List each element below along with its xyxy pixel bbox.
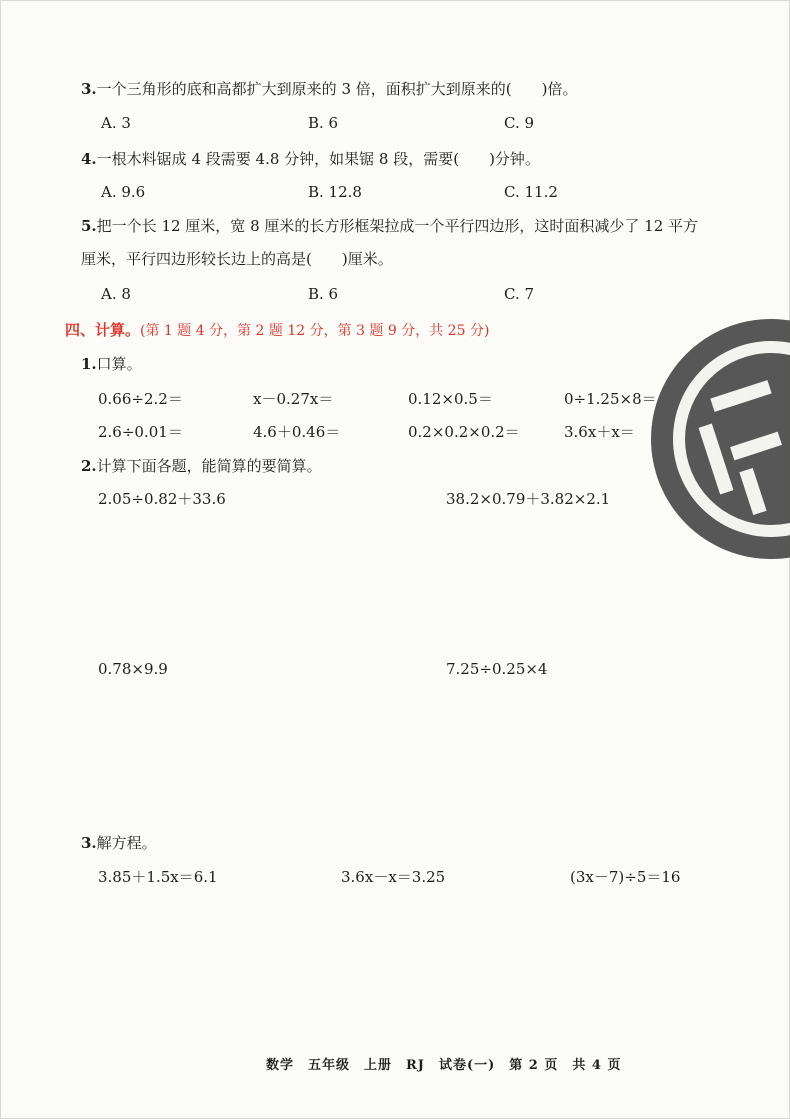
calc-item-3: 0.78×9.9 bbox=[98, 660, 168, 678]
q3-option-c: C. 9 bbox=[504, 114, 535, 132]
q3-option-b: B. 6 bbox=[308, 114, 339, 132]
question-5-line2: 厘米，平行四边形较长边上的高是( )厘米。 bbox=[81, 250, 393, 268]
equation-1: 3.85＋1.5x＝6.1 bbox=[98, 868, 218, 886]
oral-item-7: 0.2×0.2×0.2＝ bbox=[408, 423, 520, 441]
q4-option-b: B. 12.8 bbox=[308, 183, 362, 201]
section-heading: 四、计算。(第 1 题 4 分，第 2 题 12 分，第 3 题 9 分，共 25 分) bbox=[65, 321, 490, 339]
oral-item-8: 3.6x＋x＝ bbox=[564, 423, 635, 441]
oral-item-3: 0.12×0.5＝ bbox=[408, 390, 493, 408]
q4-option-c: C. 11.2 bbox=[504, 183, 558, 201]
question-5: 5.把一个长 12 厘米，宽 8 厘米的长方形框架拉成一个平行四边形，这时面积减少了 12 平方 bbox=[81, 217, 699, 235]
q5-option-c: C. 7 bbox=[504, 285, 535, 303]
equation-2: 3.6x－x＝3.25 bbox=[341, 868, 446, 886]
equation-3: (3x－7)÷5＝16 bbox=[570, 868, 681, 886]
oral-item-4: 0÷1.25×8＝ bbox=[564, 390, 657, 408]
calc-title: 2.计算下面各题，能简算的要简算。 bbox=[81, 457, 322, 475]
oral-item-1: 0.66÷2.2＝ bbox=[98, 390, 183, 408]
q4-option-a: A. 9.6 bbox=[101, 183, 146, 201]
calc-item-2: 38.2×0.79＋3.82×2.1 bbox=[446, 490, 611, 508]
oral-item-5: 2.6÷0.01＝ bbox=[98, 423, 183, 441]
q5-option-b: B. 6 bbox=[308, 285, 339, 303]
question-3: 3.一个三角形的底和高都扩大到原来的 3 倍，面积扩大到原来的( )倍。 bbox=[81, 80, 578, 98]
oral-calc-title: 1.口算。 bbox=[81, 355, 142, 373]
calc-item-4: 7.25÷0.25×4 bbox=[446, 660, 548, 678]
question-4: 4.一根木料锯成 4 段需要 4.8 分钟，如果锯 8 段，需要( )分钟。 bbox=[81, 150, 540, 168]
equations-title: 3.解方程。 bbox=[81, 834, 157, 852]
oral-item-2: x－0.27x＝ bbox=[253, 390, 334, 408]
bleed-through-text bbox=[251, 561, 265, 581]
q5-option-a: A. 8 bbox=[101, 285, 131, 303]
oral-item-6: 4.6＋0.46＝ bbox=[253, 423, 341, 441]
calc-item-1: 2.05÷0.82＋33.6 bbox=[98, 490, 226, 508]
page-footer: 数学 五年级 上册 RJ 试卷(一) 第 2 页 共 4 页 bbox=[266, 1058, 622, 1073]
seal-stamp-icon bbox=[651, 319, 790, 559]
q3-option-a: A. 3 bbox=[101, 114, 131, 132]
